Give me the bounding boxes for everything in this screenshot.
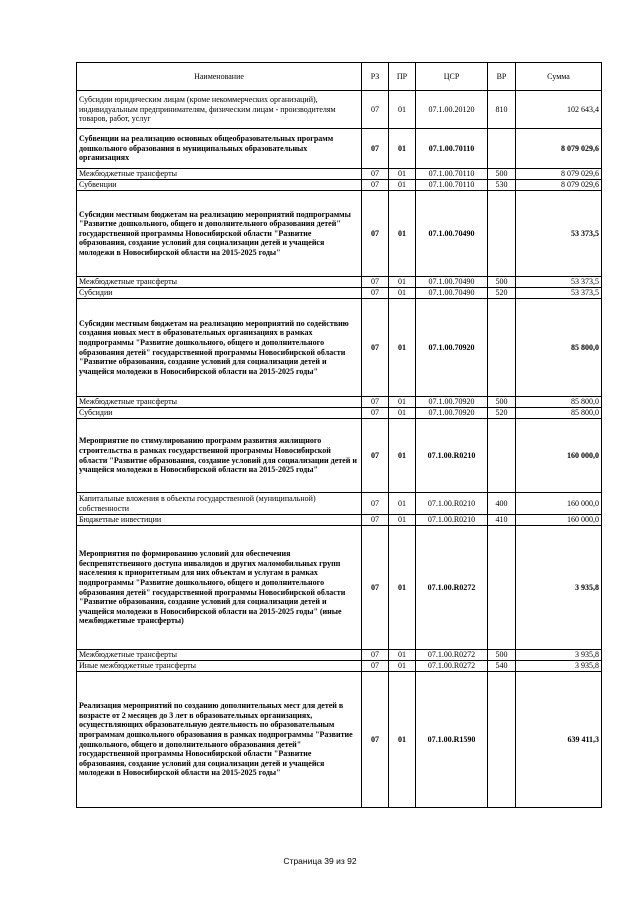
cell-csr: 07.1.00.20120 bbox=[416, 91, 488, 129]
cell-vr bbox=[488, 129, 516, 169]
table-header-row bbox=[77, 63, 602, 91]
cell-csr: 07.1.00.70490 bbox=[416, 277, 488, 288]
cell-pr: 01 bbox=[389, 277, 416, 288]
cell-pr: 01 bbox=[389, 493, 416, 515]
cell-sum: 85 800,0 bbox=[516, 397, 602, 408]
cell-vr: 500 bbox=[488, 169, 516, 180]
cell-csr: 07.1.00.R0210 bbox=[416, 419, 488, 493]
cell-sum: 639 411,3 bbox=[516, 672, 602, 808]
cell-csr: 07.1.00.R0272 bbox=[416, 526, 488, 650]
cell-csr: 07.1.00.70110 bbox=[416, 129, 488, 169]
cell-name: Субвенции bbox=[77, 180, 362, 191]
cell-vr bbox=[488, 672, 516, 808]
cell-sum: 8 079 029,6 bbox=[516, 169, 602, 180]
cell-csr: 07.1.00.70110 bbox=[416, 180, 488, 191]
cell-rz: 07 bbox=[362, 515, 389, 526]
cell-pr: 01 bbox=[389, 299, 416, 397]
cell-sum: 3 935,8 bbox=[516, 650, 602, 661]
cell-sum: 3 935,8 bbox=[516, 526, 602, 650]
cell-sum: 53 373,5 bbox=[516, 191, 602, 277]
cell-sum: 8 079 029,6 bbox=[516, 180, 602, 191]
cell-rz: 07 bbox=[362, 526, 389, 650]
cell-vr: 520 bbox=[488, 408, 516, 419]
cell-name: Субсидии bbox=[77, 288, 362, 299]
cell-name: Бюджетные инвестиции bbox=[77, 515, 362, 526]
cell-rz: 07 bbox=[362, 672, 389, 808]
cell-name: Реализация мероприятий по созданию дополнительных мест для детей в возрасте от 2 месяцев до 3 лет в образовательных организациях, осуществляющих образовательную деятельность по образовательным программам дошкольного образования в рамках подпрограммы "Развитие дошкольного, общего и дополнительного образования детей" государственной программы Новосибирской области "Развитие образования, создание условий для социализации детей и учащейся молодежи в Новосибирской области на 2015-2025 годы" bbox=[77, 672, 362, 808]
cell-rz: 07 bbox=[362, 408, 389, 419]
table-row bbox=[77, 661, 602, 672]
cell-csr: 07.1.00.R0210 bbox=[416, 493, 488, 515]
cell-sum: 102 643,4 bbox=[516, 91, 602, 129]
cell-pr: 01 bbox=[389, 129, 416, 169]
table-row bbox=[77, 180, 602, 191]
cell-sum: 85 800,0 bbox=[516, 299, 602, 397]
table-row bbox=[77, 191, 602, 277]
col-header-name: Наименование bbox=[77, 63, 362, 91]
cell-sum: 53 373,5 bbox=[516, 277, 602, 288]
col-header-csr: ЦСР bbox=[416, 63, 488, 91]
cell-sum: 85 800,0 bbox=[516, 408, 602, 419]
cell-vr bbox=[488, 191, 516, 277]
cell-vr: 810 bbox=[488, 91, 516, 129]
col-header-sum: Сумма bbox=[516, 63, 602, 91]
cell-rz: 07 bbox=[362, 129, 389, 169]
cell-csr: 07.1.00.70920 bbox=[416, 408, 488, 419]
cell-name: Межбюджетные трансферты bbox=[77, 277, 362, 288]
cell-pr: 01 bbox=[389, 661, 416, 672]
cell-rz: 07 bbox=[362, 169, 389, 180]
cell-rz: 07 bbox=[362, 650, 389, 661]
cell-vr: 500 bbox=[488, 650, 516, 661]
cell-vr: 500 bbox=[488, 397, 516, 408]
cell-name: Субсидии местным бюджетам на реализацию мероприятий подпрограммы "Развитие дошкольного, общего и дополнительного образования детей" государственной программы Новосибирской области "Развитие образования, создание условий для социализации детей и учащейся молодежи в Новосибирской области на 2015-2025 годы" bbox=[77, 191, 362, 277]
cell-rz: 07 bbox=[362, 661, 389, 672]
table-row bbox=[77, 493, 602, 515]
cell-sum: 53 373,5 bbox=[516, 288, 602, 299]
cell-csr: 07.1.00.R0210 bbox=[416, 515, 488, 526]
table-row bbox=[77, 397, 602, 408]
cell-sum: 3 935,8 bbox=[516, 661, 602, 672]
cell-csr: 07.1.00.70920 bbox=[416, 299, 488, 397]
cell-name: Капитальные вложения в объекты государственной (муниципальной) собственности bbox=[77, 493, 362, 515]
cell-rz: 07 bbox=[362, 299, 389, 397]
cell-name: Межбюджетные трансферты bbox=[77, 397, 362, 408]
cell-csr: 07.1.00.R0272 bbox=[416, 650, 488, 661]
cell-csr: 07.1.00.70920 bbox=[416, 397, 488, 408]
cell-pr: 01 bbox=[389, 650, 416, 661]
cell-sum: 160 000,0 bbox=[516, 419, 602, 493]
cell-name: Межбюджетные трансферты bbox=[77, 169, 362, 180]
col-header-rz: РЗ bbox=[362, 63, 389, 91]
cell-vr: 410 bbox=[488, 515, 516, 526]
cell-name: Мероприятия по формированию условий для обеспечения беспрепятственного доступа инвалидов и других маломобильных групп населения к приоритетным для них объектам и услугам в рамках подпрограммы "Развитие дошкольного, общего и дополнительного образования детей" государственной программы Новосибирской области "Развитие образования, создание условий для социализации детей и учащейся молодежи в Новосибирской области на 2015-2025 годы" (иные межбюджетные трансферты) bbox=[77, 526, 362, 650]
cell-csr: 07.1.00.R0272 bbox=[416, 661, 488, 672]
cell-sum: 160 000,0 bbox=[516, 515, 602, 526]
col-header-pr: ПР bbox=[389, 63, 416, 91]
table-row bbox=[77, 277, 602, 288]
table-row bbox=[77, 526, 602, 650]
cell-sum: 8 079 029,6 bbox=[516, 129, 602, 169]
cell-csr: 07.1.00.70490 bbox=[416, 288, 488, 299]
cell-vr: 530 bbox=[488, 180, 516, 191]
cell-pr: 01 bbox=[389, 191, 416, 277]
cell-rz: 07 bbox=[362, 180, 389, 191]
cell-csr: 07.1.00.70110 bbox=[416, 169, 488, 180]
cell-rz: 07 bbox=[362, 397, 389, 408]
cell-pr: 01 bbox=[389, 91, 416, 129]
cell-pr: 01 bbox=[389, 672, 416, 808]
cell-name: Межбюджетные трансферты bbox=[77, 650, 362, 661]
table-row bbox=[77, 288, 602, 299]
cell-pr: 01 bbox=[389, 397, 416, 408]
table-row bbox=[77, 419, 602, 493]
cell-name: Субсидии местным бюджетам на реализацию мероприятий по содействию создания новых мест в образовательных организациях в рамках подпрограммы "Развитие дошкольного, общего и дополнительного образования детей" государственной программы Новосибирской области "Развитие образования, создание условий для социализации детей и учащейся молодежи в Новосибирской области на 2015-2025 годы" bbox=[77, 299, 362, 397]
cell-rz: 07 bbox=[362, 493, 389, 515]
table-row bbox=[77, 650, 602, 661]
cell-rz: 07 bbox=[362, 191, 389, 277]
cell-pr: 01 bbox=[389, 288, 416, 299]
cell-rz: 07 bbox=[362, 277, 389, 288]
cell-pr: 01 bbox=[389, 419, 416, 493]
table-row bbox=[77, 515, 602, 526]
cell-pr: 01 bbox=[389, 526, 416, 650]
cell-pr: 01 bbox=[389, 180, 416, 191]
cell-pr: 01 bbox=[389, 408, 416, 419]
cell-vr: 500 bbox=[488, 277, 516, 288]
cell-name: Субсидии юридическим лицам (кроме некоммерческих организаций), индивидуальным предпринимателям, физическим лицам - производителям товаров, работ, услуг bbox=[77, 91, 362, 129]
table-row bbox=[77, 408, 602, 419]
cell-vr: 400 bbox=[488, 493, 516, 515]
cell-rz: 07 bbox=[362, 288, 389, 299]
table-row bbox=[77, 169, 602, 180]
col-header-vr: ВР bbox=[488, 63, 516, 91]
cell-rz: 07 bbox=[362, 91, 389, 129]
cell-name: Субсидии bbox=[77, 408, 362, 419]
table-row bbox=[77, 91, 602, 129]
cell-vr bbox=[488, 419, 516, 493]
table-row bbox=[77, 129, 602, 169]
cell-name: Субвенции на реализацию основных общеобразовательных программ дошкольного образования в муниципальных образовательных организациях bbox=[77, 129, 362, 169]
cell-pr: 01 bbox=[389, 515, 416, 526]
cell-csr: 07.1.00.70490 bbox=[416, 191, 488, 277]
table-row bbox=[77, 672, 602, 808]
cell-pr: 01 bbox=[389, 169, 416, 180]
cell-csr: 07.1.00.R1590 bbox=[416, 672, 488, 808]
table-row bbox=[77, 299, 602, 397]
cell-vr bbox=[488, 299, 516, 397]
cell-vr: 520 bbox=[488, 288, 516, 299]
budget-table bbox=[76, 62, 602, 808]
cell-vr: 540 bbox=[488, 661, 516, 672]
cell-vr bbox=[488, 526, 516, 650]
cell-name: Мероприятие по стимулированию программ развития жилищного строительства в рамках государственной программы Новосибирской области "Развитие образования, создание условий для социализации детей и учащейся молодежи в Новосибирской области на 2015-2025 годы" bbox=[77, 419, 362, 493]
cell-sum: 160 000,0 bbox=[516, 493, 602, 515]
cell-rz: 07 bbox=[362, 419, 389, 493]
page-footer: Страница 39 из 92 bbox=[283, 856, 357, 866]
cell-name: Иные межбюджетные трансферты bbox=[77, 661, 362, 672]
